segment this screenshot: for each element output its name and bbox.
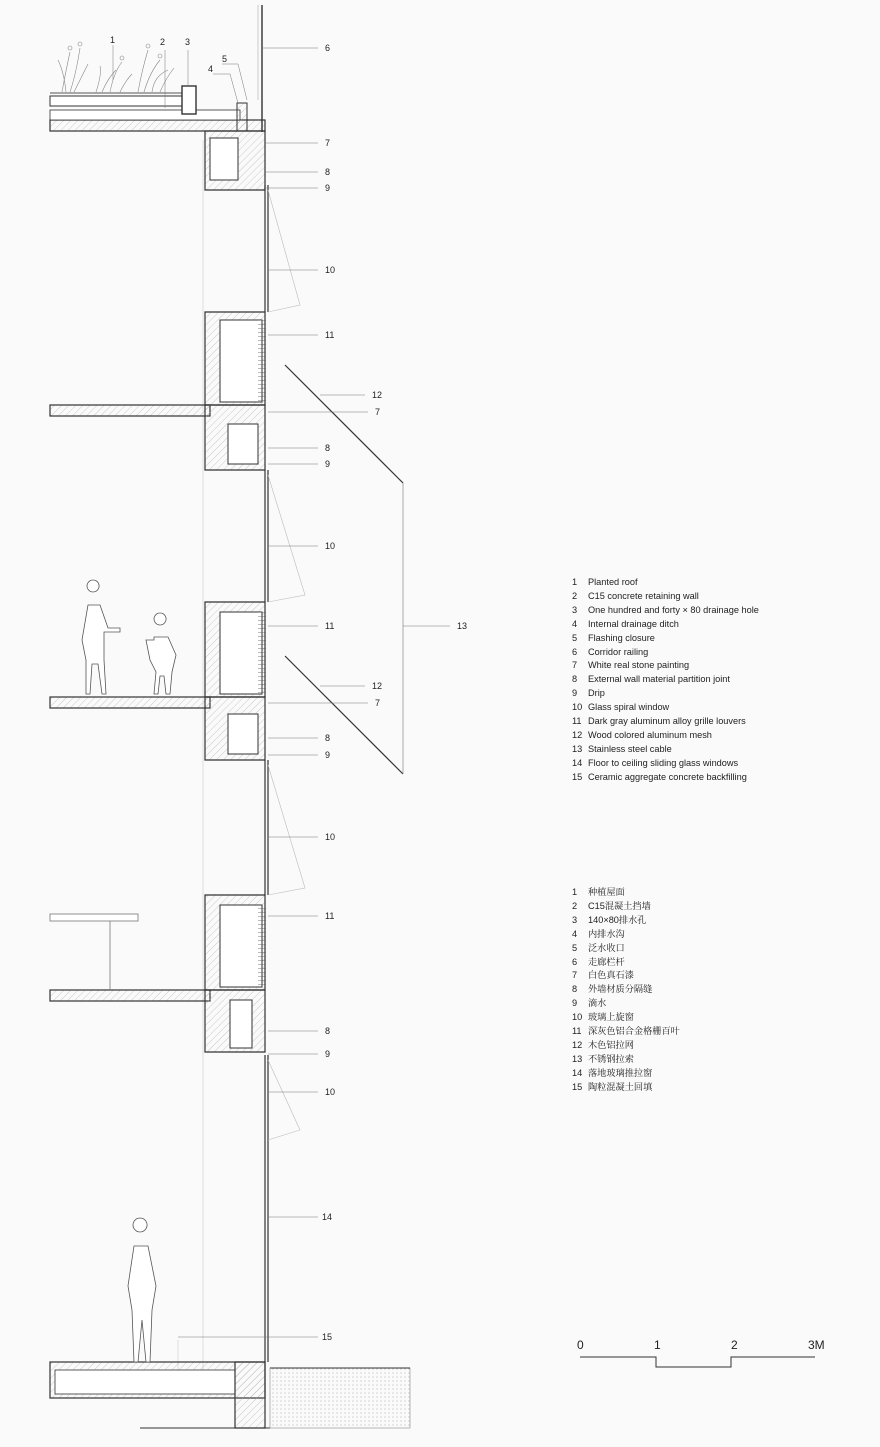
legend-item-number: 6 (572, 646, 578, 657)
legend-item-number: 4 (572, 618, 578, 629)
legend-item-text: C15混凝土挡墙 (588, 900, 651, 911)
callout-5: 5 (222, 54, 228, 64)
callout-9-a: 9 (325, 183, 331, 193)
legend-item-text: 白色真石漆 (588, 970, 634, 981)
scale-bar (580, 1357, 815, 1367)
legend-item (572, 956, 680, 970)
legend-item-number: 2 (572, 900, 578, 911)
legend-item (572, 997, 680, 1011)
roof-assembly (50, 5, 265, 132)
legend-item-text: Drip (588, 688, 605, 699)
legend-item-number: 11 (572, 1026, 582, 1037)
callout-9-c: 9 (325, 750, 331, 760)
legend-item-text: Ceramic aggregate concrete backfilling (588, 771, 747, 782)
legend-item-number: 15 (572, 771, 583, 782)
legend-item (572, 618, 759, 632)
legend-item (572, 757, 759, 771)
legend-item (572, 646, 759, 660)
callout-8-a: 8 (325, 167, 331, 177)
scale-label-2: 2 (731, 1338, 738, 1352)
legend-item-number: 9 (572, 688, 578, 699)
roof-beam (205, 131, 265, 190)
legend-item-number: 7 (572, 660, 578, 671)
legend-item-text: 140×80排水孔 (588, 914, 647, 925)
legend-item (572, 715, 759, 729)
legend-item-number: 7 (572, 970, 578, 981)
legend-item-text: Stainless steel cable (588, 743, 672, 754)
callout-11-c: 11 (325, 911, 335, 921)
callout-2: 2 (160, 37, 166, 47)
legend-item-number: 12 (572, 729, 583, 740)
legend-item-text: 泛水收口 (588, 942, 625, 953)
legend-item-text: 不锈钢拉索 (588, 1053, 634, 1064)
legend-item-text: 种植屋面 (588, 887, 625, 897)
legend-item-number: 14 (572, 757, 583, 768)
legend-item (572, 886, 680, 900)
legend-item-text: 深灰色铝合金格栅百叶 (588, 1026, 680, 1037)
table (50, 914, 138, 990)
callout-4: 4 (208, 64, 214, 74)
legend-item-text: Internal drainage ditch (588, 618, 679, 629)
legend-item-text: Corridor railing (588, 646, 649, 657)
scale-label-3m: 3M (808, 1338, 825, 1352)
legend-item (572, 590, 759, 604)
legend-item-number: 13 (572, 743, 583, 754)
legend-item-text: 玻璃上旋窗 (588, 1012, 634, 1023)
callout-11-b: 11 (325, 621, 335, 631)
legend-item-text: 木色铝拉网 (588, 1039, 634, 1050)
legend-item (572, 729, 759, 743)
legend-item-text: 走廊栏杆 (588, 956, 625, 967)
planted-roof-vegetation (58, 42, 174, 92)
legend-item-text: External wall material partition joint (588, 674, 730, 685)
legend-item (572, 659, 759, 673)
callout-11-a: 11 (325, 330, 335, 340)
legend-item (572, 1067, 680, 1081)
legend-item (572, 1025, 680, 1039)
legend-item-text: 外墙材质分隔缝 (588, 984, 653, 995)
legend-item-text: C15 concrete retaining wall (588, 590, 699, 601)
callout-10-a: 10 (325, 265, 336, 275)
legend-item-number: 4 (572, 928, 578, 939)
legend-item-text: White real stone painting (588, 660, 690, 671)
callout-7-c: 7 (375, 698, 381, 708)
legend-item-number: 6 (572, 956, 578, 967)
legend-item (572, 632, 759, 646)
ground-floor (50, 1362, 410, 1428)
callout-3: 3 (185, 37, 191, 47)
legend-item-number: 10 (572, 702, 583, 713)
window-swing-indicators (268, 190, 305, 1140)
callout-10-c: 10 (325, 832, 336, 842)
legend-item (572, 928, 680, 942)
callout-15: 15 (322, 1332, 333, 1342)
legend-item-text: One hundred and forty × 80 drainage hole (588, 604, 759, 615)
legend-item (572, 771, 759, 785)
legend-item-number: 1 (572, 887, 578, 897)
callout-7-b: 7 (375, 407, 381, 417)
callout-6: 6 (325, 43, 331, 53)
callout-8-c: 8 (325, 733, 331, 743)
callout-7-a: 7 (325, 138, 331, 148)
legend-item-number: 3 (572, 914, 578, 925)
legend-item (572, 914, 680, 928)
legend-item (572, 1039, 680, 1053)
legend-item-number: 11 (572, 716, 582, 727)
legend-item-text: Wood colored aluminum mesh (588, 729, 712, 740)
callout-13: 13 (457, 621, 468, 631)
callout-8-b: 8 (325, 443, 331, 453)
wood-mesh-panels (285, 365, 403, 774)
legend-item (572, 969, 680, 983)
legend-item (572, 900, 680, 914)
interior-reference-lines (178, 140, 203, 1380)
callout-8-d: 8 (325, 1026, 331, 1036)
legend-item-number: 9 (572, 998, 578, 1009)
legend-item-text: Dark gray aluminum alloy grille louvers (588, 716, 746, 727)
legend-item-number: 1 (572, 577, 578, 587)
callout-9-b: 9 (325, 459, 331, 469)
legend-item-text: Flashing closure (588, 632, 655, 643)
callout-9-d: 9 (325, 1049, 331, 1059)
legend-item-text: Floor to ceiling sliding glass windows (588, 757, 739, 768)
legend-item (572, 942, 680, 956)
legend-item (572, 1011, 680, 1025)
spandrel-level-1 (50, 312, 266, 470)
legend-item-number: 13 (572, 1053, 583, 1064)
legend-item-number: 8 (572, 674, 578, 685)
legend-item (572, 1053, 680, 1067)
legend-item-text: 滴水 (588, 998, 607, 1009)
callout-12-b: 12 (372, 681, 383, 691)
legend-item-number: 8 (572, 984, 578, 995)
legend-item-number: 10 (572, 1012, 583, 1023)
legend-item (572, 1081, 680, 1095)
legend-chinese (572, 886, 680, 1095)
legend-item-text: 陶粒混凝土回填 (588, 1081, 653, 1092)
legend-item (572, 687, 759, 701)
callout-10-b: 10 (325, 541, 336, 551)
legend-item (572, 576, 759, 590)
scale-label-0: 0 (577, 1338, 584, 1352)
legend-item-number: 2 (572, 590, 578, 601)
legend-item-number: 15 (572, 1081, 583, 1092)
legend-item (572, 743, 759, 757)
legend-item-text: Glass spiral window (588, 702, 670, 713)
legend-item-number: 12 (572, 1039, 583, 1050)
legend-item-number: 14 (572, 1067, 583, 1078)
legend-item-number: 5 (572, 632, 578, 643)
legend-item (572, 701, 759, 715)
callout-14: 14 (322, 1212, 333, 1222)
legend-item-text: 内排水沟 (588, 928, 625, 939)
legend-item (572, 604, 759, 618)
callout-12-a: 12 (372, 390, 383, 400)
legend-item-number: 3 (572, 604, 578, 615)
legend-item-number: 5 (572, 942, 578, 953)
callout-labels (110, 35, 467, 1342)
legend-english (572, 576, 759, 785)
scale-label-1: 1 (654, 1338, 661, 1352)
legend-item-text: Planted roof (588, 577, 638, 587)
callout-1: 1 (110, 35, 116, 45)
legend-item (572, 673, 759, 687)
legend-item (572, 983, 680, 997)
callout-10-d: 10 (325, 1087, 336, 1097)
legend-item-text: 落地玻璃推拉窗 (588, 1067, 653, 1078)
